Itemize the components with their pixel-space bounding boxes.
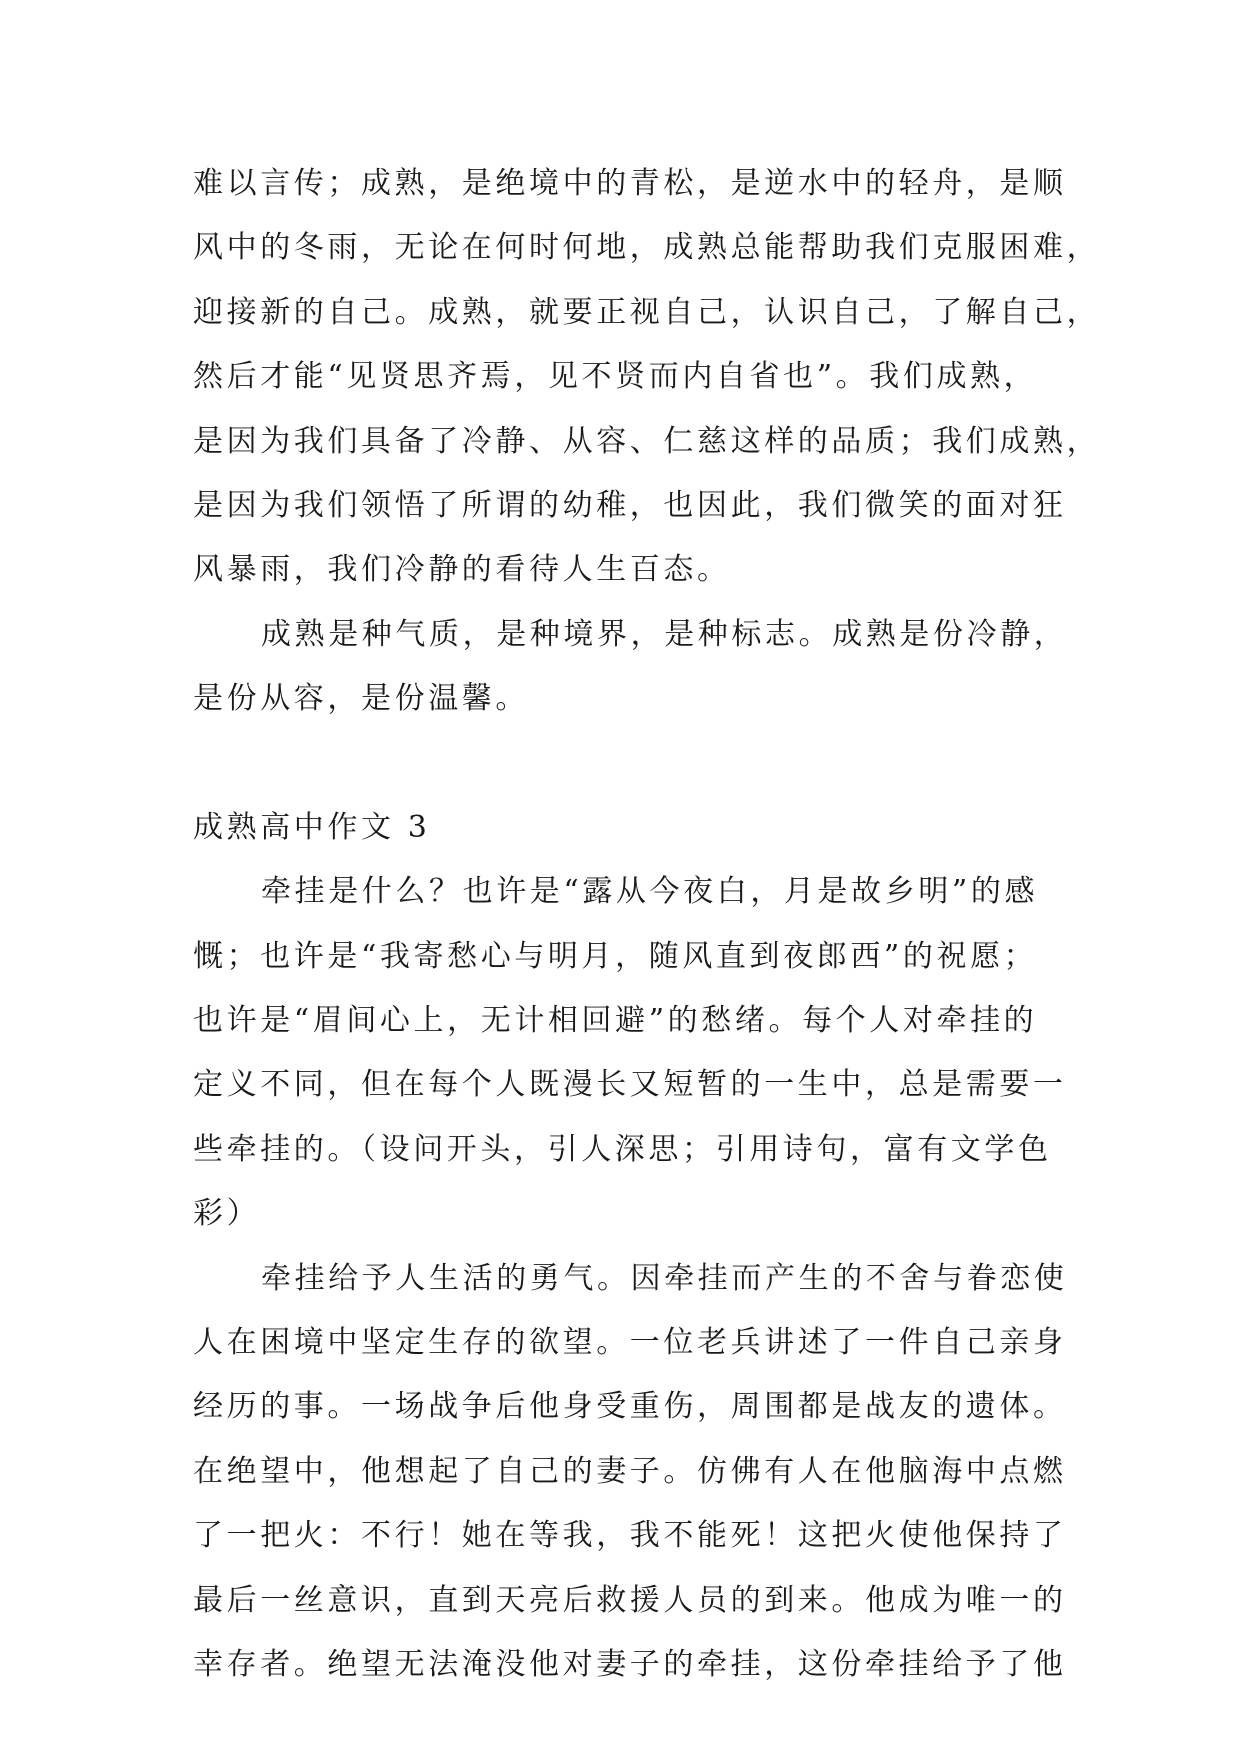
text-line: 风中的冬雨，无论在何时何地，成熟总能帮助我们克服困难， [193, 230, 1101, 266]
text-line: 迎接新的自己。成熟，就要正视自己，认识自己，了解自己， [193, 294, 1101, 330]
text-line: 风暴雨，我们冷静的看待人生百态。 [193, 552, 731, 588]
text-line: 定义不同，但在每个人既漫长又短暂的一生中，总是需要一 [193, 1067, 1067, 1103]
text-line: 幸存者。绝望无法淹没他对妻子的牵挂，这份牵挂给予了他 [193, 1646, 1067, 1682]
blank-line [193, 732, 1073, 796]
text-line: 最后一丝意识，直到天亮后救援人员的到来。他成为唯一的 [193, 1582, 1067, 1618]
paragraph-summary [193, 603, 1073, 732]
text-line: 牵挂给予人生活的勇气。因牵挂而产生的不舍与眷恋使 [261, 1260, 1068, 1296]
text-line: 是因为我们领悟了所谓的幼稚，也因此，我们微笑的面对狂 [193, 487, 1067, 523]
text-line: 彩） [193, 1196, 261, 1232]
text-line: 牵挂是什么？也许是“露从今夜白，月是故乡明”的感 [261, 874, 1039, 910]
text-line: 也许是“眉间心上，无计相回避”的愁绪。每个人对牵挂的 [193, 1003, 1038, 1039]
text-line: 难以言传；成熟，是绝境中的青松，是逆水中的轻舟，是顺 [193, 166, 1067, 201]
text-line: 经历的事。一场战争后他身受重伤，周围都是战友的遗体。 [193, 1389, 1067, 1425]
paragraph-body [193, 1247, 1073, 1698]
document-body [193, 152, 1101, 1697]
text-line: 成熟是种气质，是种境界，是种标志。成熟是份冷静， [261, 616, 1068, 652]
text-line: 人在困境中坚定生存的欲望。一位老兵讲述了一件自己亲身 [193, 1325, 1067, 1361]
paragraph-continuation [193, 152, 1101, 603]
paragraph-intro [193, 860, 1073, 1246]
text-line: 些牵挂的。（设问开头，引人深思；引用诗句，富有文学色 [193, 1131, 1052, 1167]
text-line: 慨；也许是“我寄愁心与明月，随风直到夜郎西”的祝愿； [193, 938, 1038, 974]
text-line: 在绝望中，他想起了自己的妻子。仿佛有人在他脑海中点燃 [193, 1453, 1067, 1489]
text-line: 是份从容，是份温馨。 [193, 681, 529, 717]
text-line: 了一把火：不行！她在等我，我不能死！这把火使他保持了 [193, 1518, 1067, 1554]
text-line: 是因为我们具备了冷静、从容、仁慈这样的品质；我们成熟， [193, 423, 1101, 459]
essay-heading: 成熟高中作文 3 [193, 809, 431, 845]
text-line: 然后才能“见贤思齐焉，见不贤而内自省也”。我们成熟， [193, 359, 1038, 395]
